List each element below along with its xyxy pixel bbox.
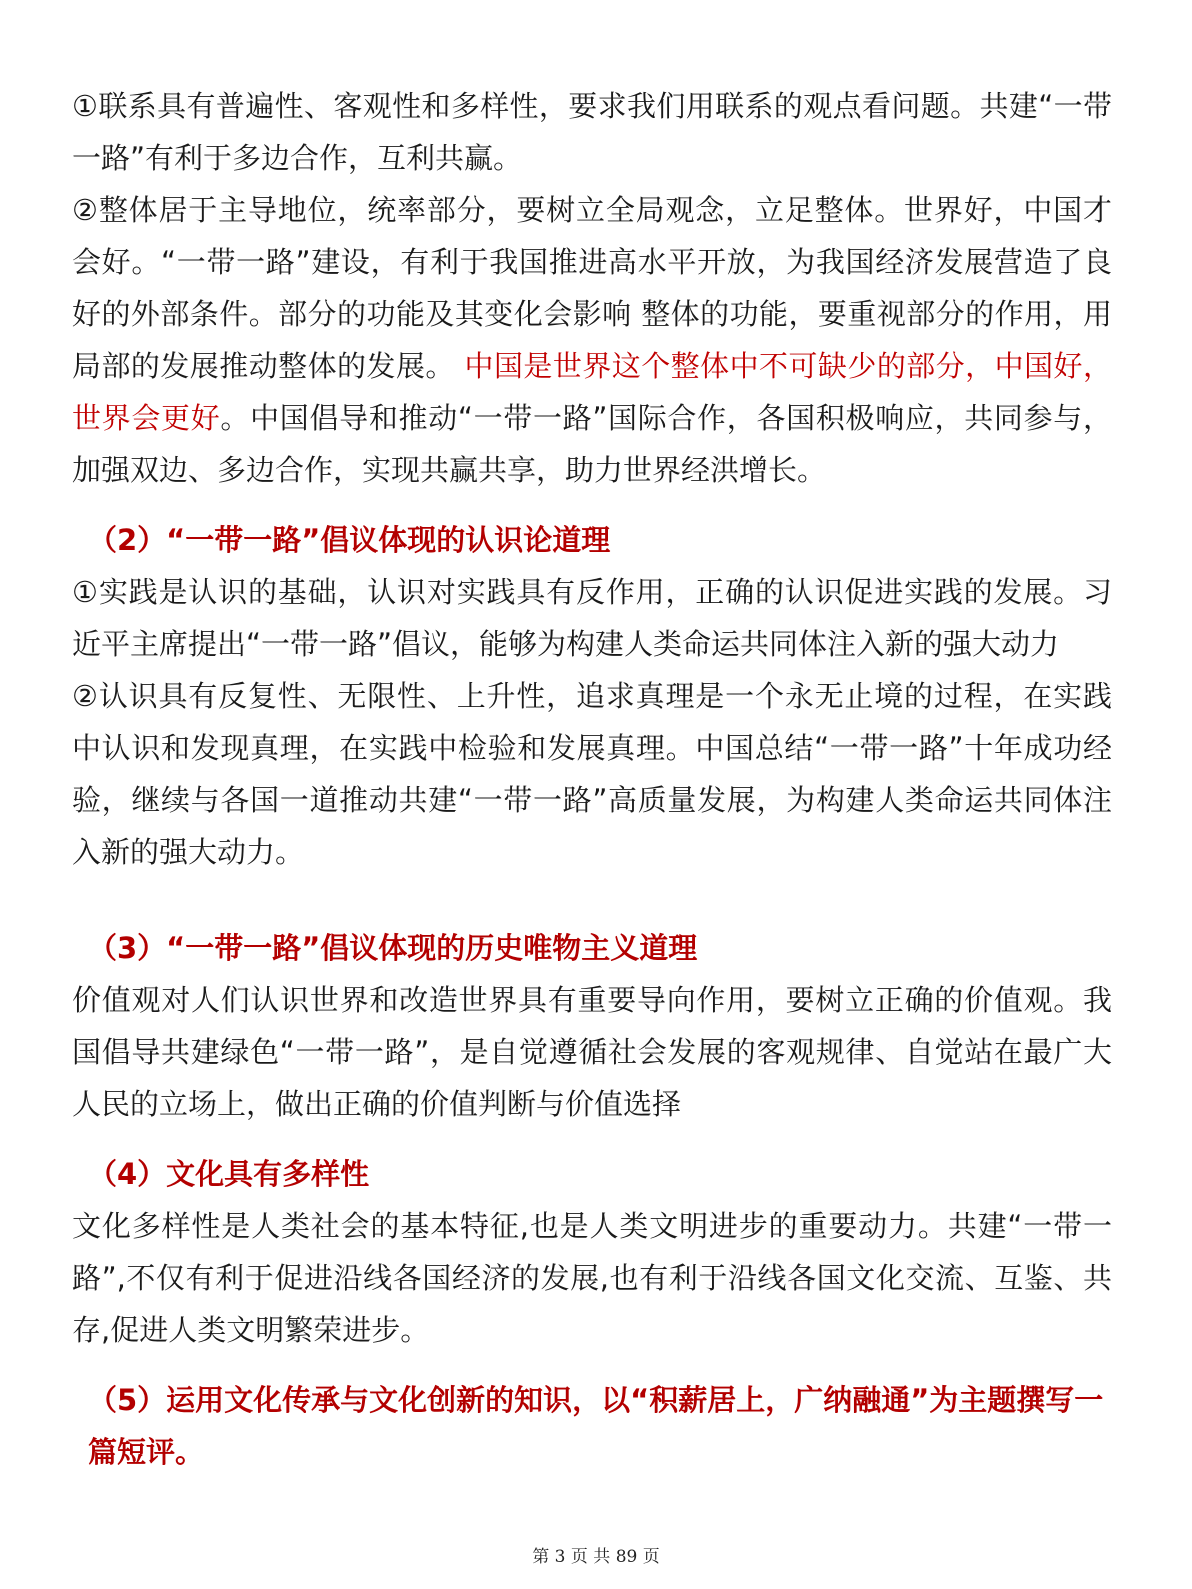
spacer	[72, 1356, 1112, 1374]
section1-paragraph-2	[72, 184, 1112, 496]
section1-paragraph-2-highlight: 中国是世界这个整体中不可缺少的部分，中国好，世界会更好	[72, 349, 1112, 435]
section2-heading: （2）“一带一路”倡议体现的认识论道理	[88, 523, 611, 557]
section2-paragraph-2: ②认识具有反复性、无限性、上升性，追求真理是一个永无止境的过程，在实践中认识和发现真理，在实践中检验和发展真理。中国总结“一带一路”十年成功经验，继续与各国一道推动共建“一带一路”高质量发展，为构建人类命运共同体注入新的强大动力。	[72, 679, 1112, 869]
section2-paragraph-1: ①实践是认识的基础，认识对实践具有反作用，正确的认识促进实践的发展。习近平主席提出“一带一路”倡议，能够为构建人类命运共同体注入新的强大动力	[72, 575, 1112, 661]
section1-paragraph-1: ①联系具有普遍性、客观性和多样性，要求我们用联系的观点看问题。共建“一带一路”有利于多边合作，互利共赢。	[72, 89, 1112, 175]
section4-heading: （4）文化具有多样性	[88, 1157, 370, 1191]
section4-paragraph-1: 文化多样性是人类社会的基本特征,也是人类文明进步的重要动力。共建“一带一路”,不仅有利于促进沿线各国经济的发展,也有利于沿线各国文化交流、互鉴、共存,促进人类文明繁荣进步。	[72, 1209, 1112, 1347]
section1-paragraph-2-text-b: 。中国倡导和推动“一带一路”国际合作，各国积极响应，共同参与，加强双边、多边合作，实现共赢共享，助力世界经洪增长。	[72, 401, 1112, 487]
page-number-footer: 第 3 页 共 89 页	[532, 1547, 660, 1567]
spacer	[72, 496, 1112, 514]
section3-heading: （3）“一带一路”倡议体现的历史唯物主义道理	[88, 931, 698, 965]
document-page	[72, 80, 1112, 1478]
section3-paragraph-1: 价值观对人们认识世界和改造世界具有重要导向作用，要树立正确的价值观。我国倡导共建绿色“一带一路”，是自觉遵循社会发展的客观规律、自觉站在最广大人民的立场上，做出正确的价值判断与价值选择	[72, 983, 1112, 1121]
spacer	[72, 1130, 1112, 1148]
section1-paragraph-2-text-a: ②整体居于主导地位，统率部分，要树立全局观念，立足整体。世界好，中国才会好。“一带一路”建设，有利于我国推进高水平开放，为我国经济发展营造了良好的外部条件。部分的功能及其变化会影响 整体的功能，要重视部分的作用，用局部的发展推动整体的发展。	[72, 193, 1112, 383]
section5-heading: （5）运用文化传承与文化创新的知识，以“积薪居上，广纳融通”为主题撰写一篇短评。	[88, 1383, 1104, 1469]
spacer	[72, 878, 1112, 922]
